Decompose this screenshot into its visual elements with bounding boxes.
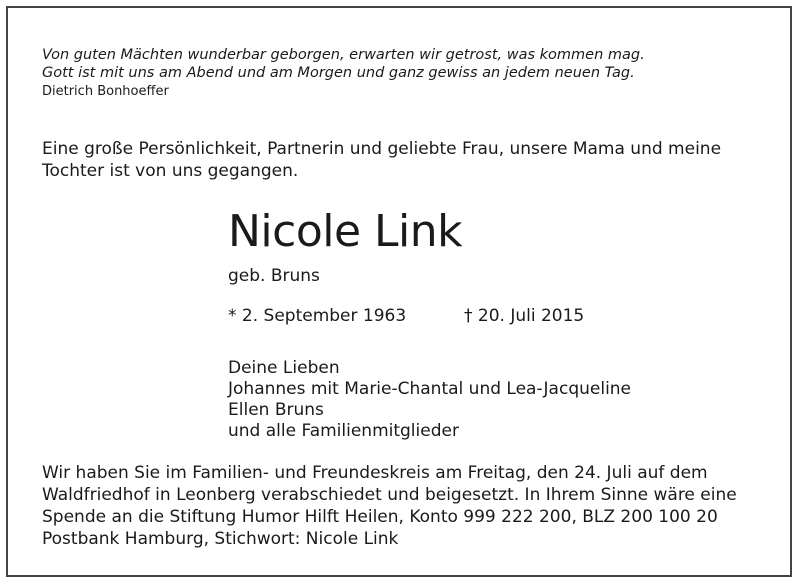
mourner-line: und alle Familienmitglieder (228, 421, 459, 441)
deceased-block (228, 205, 768, 442)
closing-line: Postbank Hamburg, Stichwort: Nicole Link (42, 529, 399, 549)
motto-quote (42, 46, 782, 101)
motto-author: Dietrich Bonhoeffer (42, 84, 169, 99)
motto-line: Von guten Mächten wunderbar geborgen, erwarten wir getrost, was kommen mag. (42, 47, 645, 63)
intro-text (42, 138, 772, 182)
closing-line: Wir haben Sie im Familien- und Freundeskreis am Freitag, den 24. Juli auf dem (42, 463, 708, 483)
mourner-line: Ellen Bruns (228, 400, 324, 420)
closing-text (42, 462, 772, 550)
mourners-list (228, 358, 768, 442)
mourner-line: Deine Lieben (228, 358, 340, 378)
death-date: † 20. Juli 2015 (464, 306, 585, 326)
birth-name: geb. Bruns (228, 266, 320, 286)
obituary-notice (6, 6, 792, 577)
motto-line: Gott ist mit uns am Abend und am Morgen und ganz gewiss an jedem neuen Tag. (42, 65, 635, 81)
intro-line: Tochter ist von uns gegangen. (42, 161, 299, 181)
deceased-name: Nicole Link (228, 206, 463, 257)
closing-line: Waldfriedhof in Leonberg verabschiedet und beigesetzt. In Ihrem Sinne wäre eine (42, 485, 737, 505)
life-dates (228, 305, 768, 327)
closing-line: Spende an die Stiftung Humor Hilft Heilen, Konto 999 222 200, BLZ 200 100 20 (42, 507, 718, 527)
mourner-line: Johannes mit Marie-Chantal und Lea-Jacqueline (228, 379, 632, 399)
birth-date: * 2. September 1963 (228, 306, 407, 326)
intro-line: Eine große Persönlichkeit, Partnerin und geliebte Frau, unsere Mama und meine (42, 139, 722, 159)
